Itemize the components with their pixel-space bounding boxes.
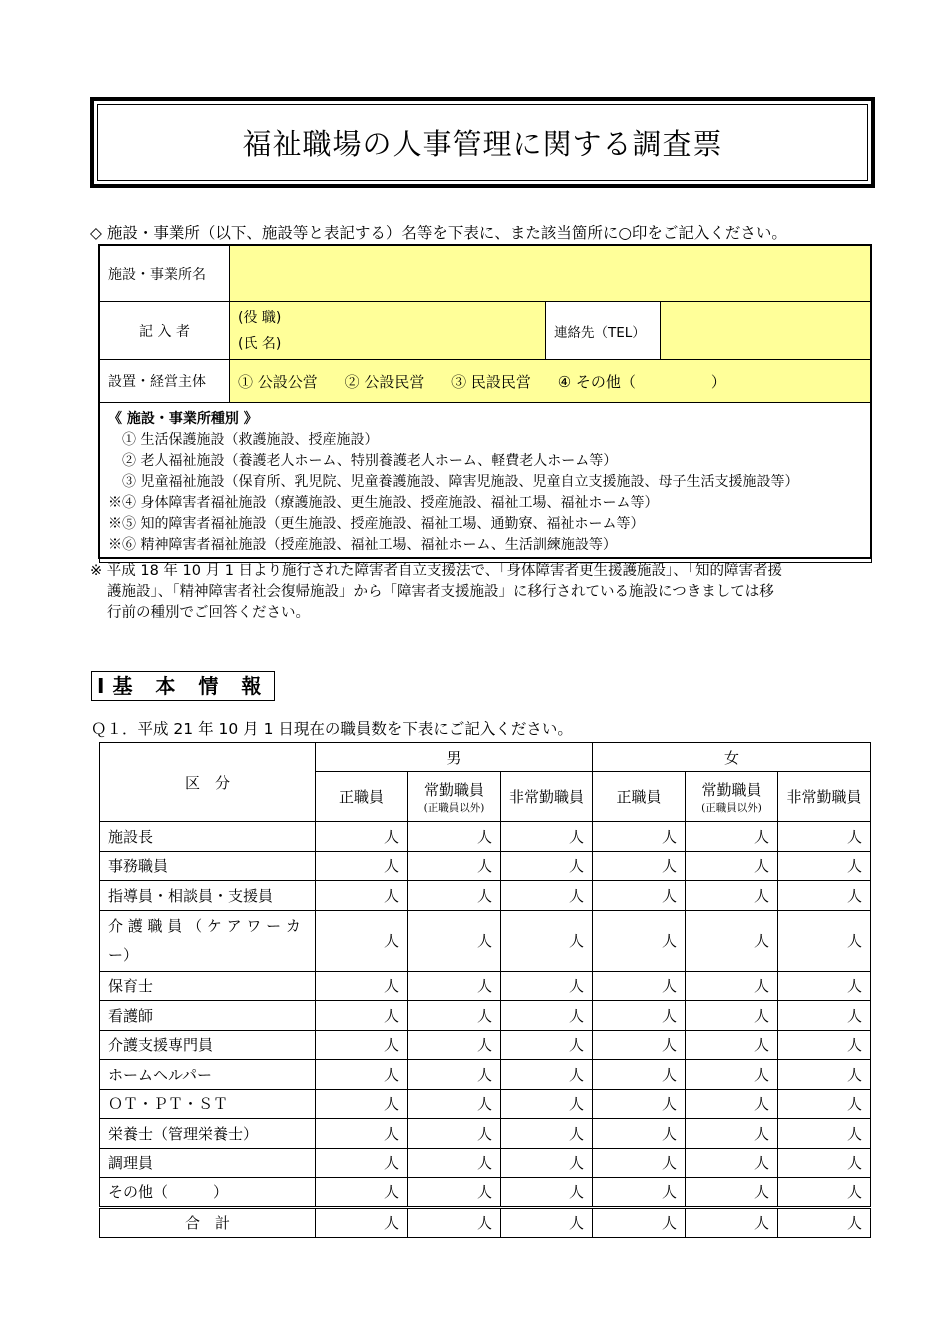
count-cell[interactable]: 人 xyxy=(778,1207,871,1237)
count-cell[interactable]: 人 xyxy=(316,1148,408,1178)
count-cell[interactable]: 人 xyxy=(778,1178,871,1208)
fulltime-sub-label: (正職員以外) xyxy=(423,801,485,814)
operator-choices[interactable] xyxy=(230,360,872,403)
operator-choice-3[interactable]: ③ 民設民営 xyxy=(451,372,531,391)
count-cell[interactable]: 人 xyxy=(501,1178,593,1208)
count-cell[interactable]: 人 xyxy=(778,822,871,852)
count-cell[interactable]: 人 xyxy=(686,1148,778,1178)
count-cell[interactable]: 人 xyxy=(593,1030,686,1060)
count-cell[interactable]: 人 xyxy=(778,971,871,1001)
writer-field[interactable] xyxy=(230,302,546,360)
table-row xyxy=(100,1178,871,1208)
row-label: 栄養士（管理栄養士） xyxy=(100,1119,316,1149)
position-label: (役 職) xyxy=(238,309,282,326)
fulltime-sub-label: (正職員以外) xyxy=(701,801,762,814)
count-cell[interactable]: 人 xyxy=(686,1060,778,1090)
note-line-1: ※ 平成 18 年 10 月 1 日より施行された障害者自立支援法で、「身体障害者更生援護施設」、「知的障害者援 xyxy=(90,563,782,579)
count-cell[interactable]: 人 xyxy=(686,971,778,1001)
writer-label: 記 入 者 xyxy=(100,302,230,360)
person-name-label: (氏 名) xyxy=(238,335,282,352)
count-cell[interactable]: 人 xyxy=(593,822,686,852)
count-cell[interactable]: 人 xyxy=(408,910,501,971)
count-cell[interactable]: 人 xyxy=(593,1060,686,1090)
question-1: Ｑ１．平成 21 年 10 月 1 日現在の職員数を下表にご記入ください。 xyxy=(91,720,573,738)
count-cell[interactable]: 人 xyxy=(408,881,501,911)
table-row xyxy=(100,881,871,911)
female-header: 女 xyxy=(593,743,871,772)
table-row xyxy=(100,1148,871,1178)
count-cell[interactable]: 人 xyxy=(408,971,501,1001)
count-cell[interactable]: 人 xyxy=(408,822,501,852)
count-cell[interactable]: 人 xyxy=(593,851,686,881)
table-row xyxy=(100,1089,871,1119)
count-cell[interactable]: 人 xyxy=(501,1001,593,1031)
count-cell[interactable]: 人 xyxy=(686,1119,778,1149)
table-row xyxy=(100,971,871,1001)
table-row xyxy=(100,910,871,971)
count-cell[interactable]: 人 xyxy=(316,1178,408,1208)
table-row xyxy=(100,851,871,881)
operator-choice-2[interactable]: ② 公設民営 xyxy=(344,372,425,391)
facility-type-item: ② 老人福祉施設（養護老人ホーム、特別養護老人ホーム、軽費老人ホーム等） xyxy=(108,453,618,469)
facility-name-label: 施設・事業所名 xyxy=(100,246,230,302)
count-cell[interactable]: 人 xyxy=(593,971,686,1001)
facility-types-heading: 《 施設・事業所種別 》 xyxy=(108,411,258,427)
count-cell[interactable]: 人 xyxy=(686,1178,778,1208)
count-cell[interactable]: 人 xyxy=(408,1148,501,1178)
count-cell[interactable]: 人 xyxy=(501,851,593,881)
count-cell[interactable]: 人 xyxy=(778,910,871,971)
count-cell[interactable]: 人 xyxy=(686,851,778,881)
count-cell[interactable]: 人 xyxy=(408,1001,501,1031)
count-cell[interactable]: 人 xyxy=(316,1119,408,1149)
count-cell[interactable]: 人 xyxy=(501,1030,593,1060)
total-row xyxy=(100,1207,871,1237)
row-label: ＯＴ・ＰＴ・ＳＴ xyxy=(100,1089,316,1119)
count-cell[interactable]: 人 xyxy=(316,1089,408,1119)
note-line-2: 護施設」、「精神障害者社会復帰施設」から「障害者支援施設」に移行されている施設につきましては移 xyxy=(107,584,774,600)
total-label: 合 計 xyxy=(100,1207,316,1237)
count-cell[interactable]: 人 xyxy=(408,1060,501,1090)
note xyxy=(90,561,870,624)
operator-choice-1[interactable]: ① 公設公営 xyxy=(238,372,318,391)
row-label: 介 護 職 員 （ ケ ア ワ ー カー） xyxy=(100,910,316,971)
facility-types xyxy=(100,403,872,563)
row-label: その他（ ） xyxy=(100,1178,316,1208)
count-cell[interactable]: 人 xyxy=(778,1148,871,1178)
count-cell[interactable]: 人 xyxy=(686,1001,778,1031)
count-cell[interactable]: 人 xyxy=(686,1089,778,1119)
table-row xyxy=(100,1030,871,1060)
section-heading: Ⅰ基 本 情 報 xyxy=(91,671,275,701)
count-cell[interactable]: 人 xyxy=(593,881,686,911)
count-cell[interactable]: 人 xyxy=(408,1089,501,1119)
male-fulltime-header xyxy=(408,772,501,822)
male-parttime-header: 非常勤職員 xyxy=(501,772,593,822)
female-parttime-header: 非常勤職員 xyxy=(778,772,871,822)
count-cell[interactable]: 人 xyxy=(593,1001,686,1031)
male-regular-header: 正職員 xyxy=(316,772,408,822)
contact-field[interactable] xyxy=(661,302,872,360)
page-title: 福祉職場の人事管理に関する調査票 xyxy=(97,104,868,181)
count-cell[interactable]: 人 xyxy=(316,1030,408,1060)
facility-type-item: ※④ 身体障害者福祉施設（療護施設、更生施設、授産施設、福祉工場、福祉ホーム等） xyxy=(108,495,659,511)
count-cell[interactable]: 人 xyxy=(686,1207,778,1237)
count-cell[interactable]: 人 xyxy=(501,822,593,852)
count-cell[interactable]: 人 xyxy=(593,1148,686,1178)
count-cell[interactable]: 人 xyxy=(408,1178,501,1208)
count-cell[interactable]: 人 xyxy=(778,881,871,911)
count-cell[interactable]: 人 xyxy=(501,1060,593,1090)
count-cell[interactable]: 人 xyxy=(316,1060,408,1090)
count-cell[interactable]: 人 xyxy=(316,1207,408,1237)
table-row xyxy=(100,1001,871,1031)
count-cell[interactable]: 人 xyxy=(316,851,408,881)
fulltime-label: 常勤職員 xyxy=(701,780,762,799)
count-cell[interactable]: 人 xyxy=(316,881,408,911)
female-regular-header: 正職員 xyxy=(593,772,686,822)
count-cell[interactable]: 人 xyxy=(316,910,408,971)
row-label: 看護師 xyxy=(100,1001,316,1031)
row-label: 指導員・相談員・支援員 xyxy=(100,881,316,911)
count-cell[interactable]: 人 xyxy=(686,1030,778,1060)
operator-choice-4[interactable]: ④ その他（ ） xyxy=(557,372,726,391)
row-label: 保育士 xyxy=(100,971,316,1001)
count-cell[interactable]: 人 xyxy=(501,910,593,971)
male-header: 男 xyxy=(316,743,593,772)
count-cell[interactable]: 人 xyxy=(408,1119,501,1149)
count-cell[interactable]: 人 xyxy=(501,1089,593,1119)
facility-type-item: ① 生活保護施設（救護施設、授産施設） xyxy=(108,432,379,448)
facility-type-item: ③ 児童福祉施設（保育所、乳児院、児童養護施設、障害児施設、児童自立支援施設、母子生活支援施設等） xyxy=(108,474,799,490)
row-label: 介護支援専門員 xyxy=(100,1030,316,1060)
count-cell[interactable]: 人 xyxy=(778,1089,871,1119)
count-cell[interactable]: 人 xyxy=(778,1030,871,1060)
count-cell[interactable]: 人 xyxy=(501,881,593,911)
count-cell[interactable]: 人 xyxy=(501,1207,593,1237)
row-label: ホームヘルパー xyxy=(100,1060,316,1090)
table-row xyxy=(100,1060,871,1090)
row-label: 施設長 xyxy=(100,822,316,852)
count-cell[interactable]: 人 xyxy=(593,1089,686,1119)
count-cell[interactable]: 人 xyxy=(686,822,778,852)
count-cell[interactable]: 人 xyxy=(593,1207,686,1237)
contact-label: 連絡先（TEL） xyxy=(546,302,661,360)
count-cell[interactable]: 人 xyxy=(593,1178,686,1208)
count-cell[interactable]: 人 xyxy=(593,1119,686,1149)
operator-label: 設置・経営主体 xyxy=(100,360,230,403)
category-header: 区 分 xyxy=(100,743,316,822)
count-cell[interactable]: 人 xyxy=(778,1001,871,1031)
note-line-3: 行前の種別でご回答ください。 xyxy=(107,605,310,621)
row-label: 事務職員 xyxy=(100,851,316,881)
count-cell[interactable]: 人 xyxy=(778,1060,871,1090)
row-label: 調理員 xyxy=(100,1148,316,1178)
count-cell[interactable]: 人 xyxy=(501,1119,593,1149)
facility-type-item: ※⑥ 精神障害者福祉施設（授産施設、福祉工場、福祉ホーム、生活訓練施設等） xyxy=(108,537,617,553)
count-cell[interactable]: 人 xyxy=(316,1001,408,1031)
count-cell[interactable]: 人 xyxy=(501,971,593,1001)
count-cell[interactable]: 人 xyxy=(593,910,686,971)
table-row xyxy=(100,822,871,852)
count-cell[interactable]: 人 xyxy=(778,851,871,881)
female-fulltime-header xyxy=(686,772,778,822)
count-cell[interactable]: 人 xyxy=(778,1119,871,1149)
count-cell[interactable]: 人 xyxy=(408,1030,501,1060)
fulltime-label: 常勤職員 xyxy=(423,780,484,799)
facility-info-table xyxy=(99,245,872,563)
count-cell[interactable]: 人 xyxy=(686,881,778,911)
count-cell[interactable]: 人 xyxy=(501,1148,593,1178)
facility-name-field[interactable] xyxy=(230,246,872,302)
table-row xyxy=(100,1119,871,1149)
count-cell[interactable]: 人 xyxy=(686,910,778,971)
count-cell[interactable]: 人 xyxy=(408,851,501,881)
count-cell[interactable]: 人 xyxy=(316,822,408,852)
title-box xyxy=(90,97,875,188)
count-cell[interactable]: 人 xyxy=(408,1207,501,1237)
instruction-text: ◇ 施設・事業所（以下、施設等と表記する）名等を下表に、また該当箇所に○印をご記入ください。 xyxy=(90,224,787,242)
count-cell[interactable]: 人 xyxy=(316,971,408,1001)
facility-type-item: ※⑤ 知的障害者福祉施設（更生施設、授産施設、福祉工場、通勤寮、福祉ホーム等） xyxy=(108,516,645,532)
staff-count-table xyxy=(99,742,871,1238)
